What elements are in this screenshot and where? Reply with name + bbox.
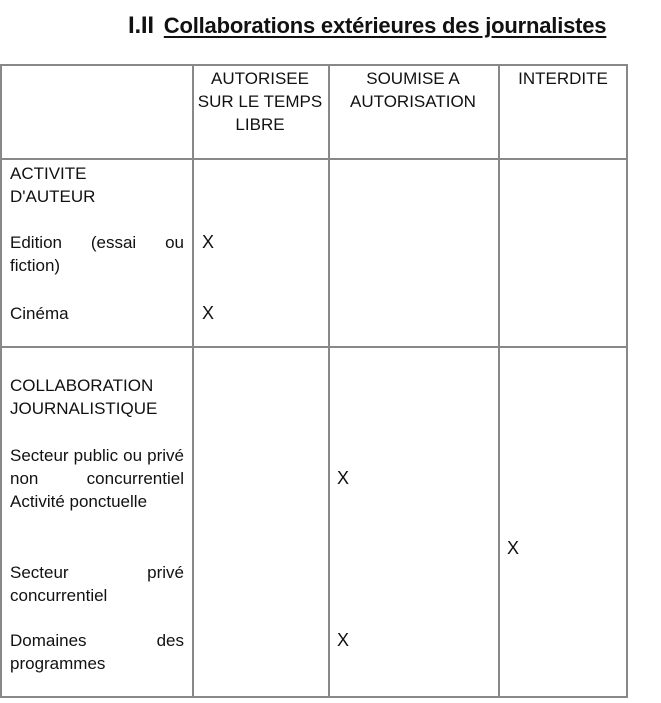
row-label-cinema: Cinéma [10,304,69,323]
column-header-soumise: SOUMISE A AUTORISATION [350,69,476,111]
section-heading-activite-auteur: ACTIVITE D'AUTEUR [10,164,96,206]
section-number: I.II [128,12,154,39]
table-border-right [626,64,628,698]
table-col-divider-2 [328,64,330,698]
mark-cinema-autorisee: X [202,303,215,323]
row-label-secteur-prive: Secteur privé concurrentiel [10,563,184,605]
table-header-divider [0,158,628,160]
mark-secteur-public-soumise: X [337,468,350,488]
column-header-autorisee: AUTORISEE SUR LE TEMPS LIBRE [197,69,323,134]
section-title: Collaborations extérieures des journalistes [163,13,607,38]
mark-secteur-prive-interdite: X [507,538,520,558]
table-border-top [0,64,628,66]
section-heading-collaboration: COLLABORATION JOURNALISTIQUE [10,376,158,418]
table-col-divider-3 [498,64,500,698]
table-col-divider-1 [192,64,194,698]
table-section-divider [0,346,628,348]
table-border-left [0,64,2,698]
mark-domaines-soumise: X [337,630,350,650]
row-label-edition: Edition (essai ou fiction) [10,233,184,275]
row-label-secteur-public: Secteur public ou privé non concurrentiel Activité ponctuelle [10,446,184,511]
column-header-interdite: INTERDITE [518,69,608,88]
row-label-domaines: Domaines des programmes [10,631,184,673]
table-border-bottom [0,696,628,698]
mark-edition-autorisee: X [202,232,215,252]
